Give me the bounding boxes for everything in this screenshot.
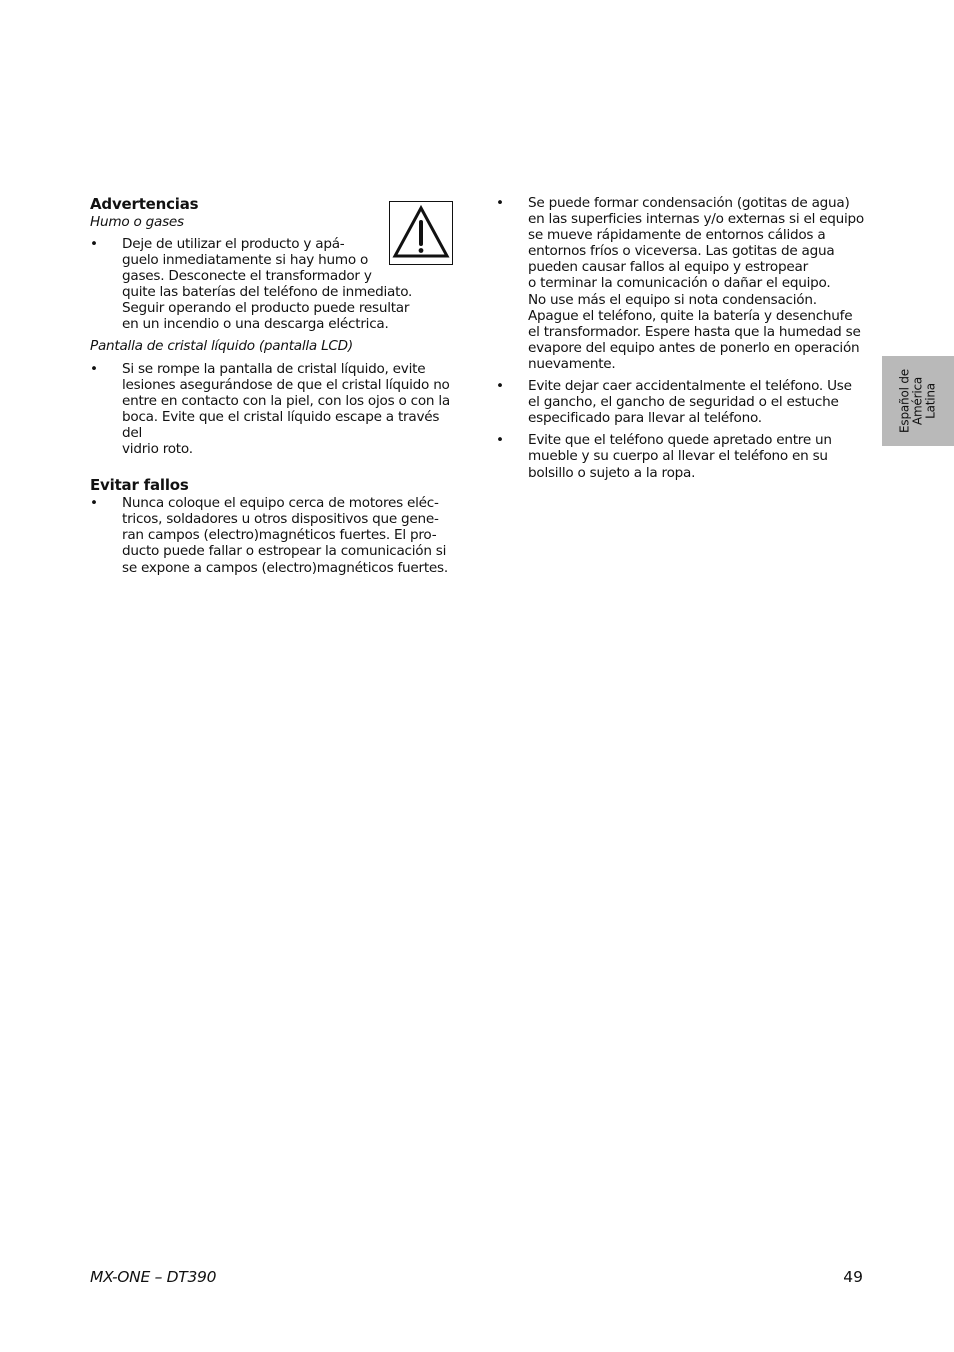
list-item bbox=[496, 432, 864, 480]
lcd-subheading: Pantalla de cristal líquido (pantalla LCD) bbox=[90, 337, 353, 354]
list-item bbox=[90, 495, 458, 575]
language-tab-label: Español de América Latina bbox=[897, 369, 938, 433]
bullet-text: Evite dejar caer accidentalmente el teléfono. Use el gancho, el gancho de seguridad o el estuche especificado para llevar al teléfono. bbox=[528, 378, 852, 427]
list-item bbox=[496, 195, 864, 372]
bullet-icon: • bbox=[496, 378, 504, 395]
bullet-icon: • bbox=[90, 360, 98, 377]
bullet-text: Se puede formar condensación (gotitas de agua) en las superficies internas y/o externas si el equipo se mueve rápidamente de entornos cálidos a entornos fríos o viceversa. Las gotitas de agua pueden causar fallos al equipo y estropear o terminar la comunicación o dañar el equipo. No use más el equipo si nota condensación. Apague el teléfono, quite la batería y desenchufe el transformador. Espere hasta que la humedad se evapore del equipo antes de ponerlo en operación nuevamente. bbox=[528, 195, 864, 372]
bullet-icon: • bbox=[90, 236, 98, 252]
warnings-heading: Advertencias bbox=[90, 195, 199, 213]
bullet-text: Deje de utilizar el producto y apá- guelo inmediatamente si hay humo o gases. Desconecte el transformador y quite las baterías del teléfono de inmediato. Seguir operando el producto puede resultar en un incendio o una descarga eléctrica. bbox=[122, 236, 413, 333]
smoke-subheading: Humo o gases bbox=[90, 214, 184, 230]
bullet-icon: • bbox=[90, 495, 98, 512]
warning-triangle-icon bbox=[389, 201, 453, 265]
bullet-text: Evite que el teléfono quede apretado entre un mueble y su cuerpo al llevar el teléfono en su bolsillo o sujeto a la ropa. bbox=[528, 432, 832, 481]
warning-triangle-svg bbox=[390, 202, 452, 264]
right-bullet-list bbox=[496, 195, 864, 481]
bullet-icon: • bbox=[496, 195, 504, 211]
lcd-bullet-list bbox=[90, 361, 458, 458]
footer-product-name: MX-ONE – DT390 bbox=[90, 1268, 217, 1286]
list-item bbox=[496, 378, 864, 426]
avoid-failures-heading: Evitar fallos bbox=[90, 476, 189, 495]
page-number: 49 bbox=[843, 1268, 863, 1286]
bullet-text: Nunca coloque el equipo cerca de motores eléc- tricos, soldadores u otros dispositivos que gene- ran campos (electro)magnéticos fuertes. El pro- ducto puede fallar o estropear la comunicación si se expone a campos (electro)magnéticos fuertes. bbox=[122, 495, 448, 576]
bullet-icon: • bbox=[496, 432, 504, 449]
avoid-failures-bullet-list bbox=[90, 495, 458, 575]
bullet-text: Si se rompe la pantalla de cristal líquido, evite lesiones asegurándose de que el cristal líquido no entre en contacto con la piel, con los ojos o con la boca. Evite que el cristal líquido escape a través del vidrio roto. bbox=[122, 360, 450, 458]
language-side-tab bbox=[882, 356, 954, 446]
right-column bbox=[496, 195, 864, 481]
list-item bbox=[90, 361, 458, 458]
